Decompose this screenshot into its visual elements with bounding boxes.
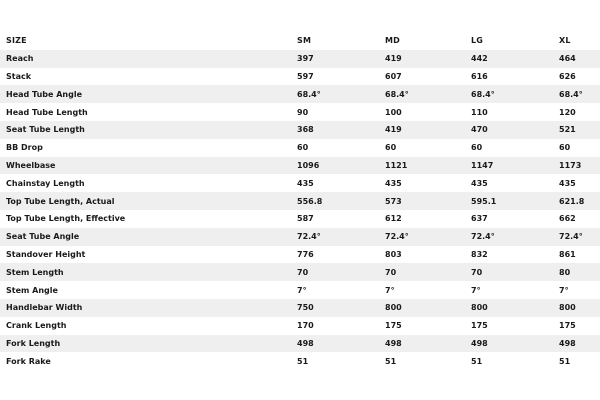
cell-md: 51 <box>385 356 397 366</box>
cell-md: 803 <box>385 249 402 259</box>
cell-sm: 556.8 <box>297 192 385 210</box>
cell-xl: 120 <box>559 107 576 117</box>
table-row <box>0 210 600 228</box>
cell-lg: 442 <box>471 50 559 68</box>
table-row <box>0 192 600 210</box>
cell-lg: 51 <box>471 356 483 366</box>
table-row <box>0 228 600 246</box>
cell-xl: 861 <box>559 249 576 259</box>
cell-lg: 470 <box>471 121 559 139</box>
header-md: MD <box>385 36 401 46</box>
cell-sm: 587 <box>297 214 314 224</box>
cell-xl: 498 <box>559 335 600 353</box>
table-row <box>0 299 600 317</box>
cell-xl: 521 <box>559 121 600 139</box>
cell-sm: 776 <box>297 249 314 259</box>
row-label: Seat Tube Angle <box>0 228 297 246</box>
cell-md: 1121 <box>385 157 471 175</box>
header-sm: SM <box>297 36 312 46</box>
table-row <box>0 50 600 68</box>
cell-md: 573 <box>385 192 471 210</box>
cell-md: 100 <box>385 107 402 117</box>
cell-md: 60 <box>385 143 397 153</box>
row-label: Head Tube Length <box>6 107 88 117</box>
table-row <box>0 352 600 370</box>
cell-sm: 597 <box>297 71 314 81</box>
row-label: Wheelbase <box>0 157 297 175</box>
row-label: Chainstay Length <box>6 178 85 188</box>
table-row <box>0 174 600 192</box>
cell-xl: 51 <box>559 356 571 366</box>
cell-md: 70 <box>385 263 471 281</box>
table-row <box>0 157 600 175</box>
cell-xl: 60 <box>559 143 571 153</box>
cell-lg: 435 <box>471 178 488 188</box>
cell-xl: 662 <box>559 214 576 224</box>
header-row <box>0 32 600 50</box>
cell-lg: 70 <box>471 263 559 281</box>
row-label: Stem Length <box>0 263 297 281</box>
cell-lg: 832 <box>471 249 488 259</box>
cell-sm: 397 <box>297 50 385 68</box>
table-row <box>0 335 600 353</box>
cell-lg: 68.4° <box>471 85 559 103</box>
cell-sm: 170 <box>297 321 314 331</box>
table-row <box>0 317 600 335</box>
cell-lg: 498 <box>471 335 559 353</box>
cell-md: 68.4° <box>385 85 471 103</box>
cell-md: 72.4° <box>385 228 471 246</box>
header-xl: XL <box>559 36 571 46</box>
cell-lg: 616 <box>471 71 488 81</box>
cell-lg: 595.1 <box>471 192 559 210</box>
row-label: Stack <box>6 71 32 81</box>
cell-lg: 1147 <box>471 157 559 175</box>
cell-md: 607 <box>385 71 402 81</box>
table-row <box>0 68 600 86</box>
header-size: SIZE <box>6 36 27 46</box>
cell-lg: 60 <box>471 143 483 153</box>
table-row <box>0 85 600 103</box>
cell-sm: 51 <box>297 356 309 366</box>
cell-xl: 175 <box>559 321 576 331</box>
table-row <box>0 121 600 139</box>
row-label: BB Drop <box>6 143 43 153</box>
cell-md: 498 <box>385 335 471 353</box>
header-lg: LG <box>471 36 484 46</box>
cell-sm: 72.4° <box>297 228 385 246</box>
cell-sm: 435 <box>297 178 314 188</box>
row-label: Head Tube Angle <box>0 85 297 103</box>
cell-lg: 72.4° <box>471 228 559 246</box>
cell-sm: 7° <box>297 285 307 295</box>
row-label: Crank Length <box>6 321 67 331</box>
cell-xl: 800 <box>559 299 600 317</box>
cell-xl: 80 <box>559 263 600 281</box>
row-label: Handlebar Width <box>0 299 297 317</box>
cell-md: 7° <box>385 285 395 295</box>
row-label: Stem Angle <box>6 285 58 295</box>
cell-lg: 110 <box>471 107 488 117</box>
table-row <box>0 139 600 157</box>
cell-sm: 70 <box>297 263 385 281</box>
row-label: Top Tube Length, Effective <box>6 214 126 224</box>
table-row <box>0 281 600 299</box>
cell-md: 175 <box>385 321 402 331</box>
cell-md: 612 <box>385 214 402 224</box>
cell-sm: 1096 <box>297 157 385 175</box>
table-body <box>0 50 600 370</box>
cell-xl: 1173 <box>559 157 600 175</box>
cell-xl: 435 <box>559 178 576 188</box>
cell-xl: 7° <box>559 285 569 295</box>
row-label: Top Tube Length, Actual <box>0 192 297 210</box>
table-row <box>0 263 600 281</box>
cell-md: 419 <box>385 121 471 139</box>
cell-xl: 464 <box>559 50 600 68</box>
cell-sm: 750 <box>297 299 385 317</box>
geometry-table <box>0 32 600 370</box>
table-row <box>0 103 600 121</box>
table-header <box>0 32 600 50</box>
row-label: Reach <box>0 50 297 68</box>
cell-sm: 60 <box>297 143 309 153</box>
cell-lg: 175 <box>471 321 488 331</box>
cell-md: 419 <box>385 50 471 68</box>
cell-sm: 498 <box>297 335 385 353</box>
row-label: Standover Height <box>6 249 86 259</box>
cell-xl: 626 <box>559 71 576 81</box>
cell-xl: 72.4° <box>559 228 600 246</box>
row-label: Seat Tube Length <box>0 121 297 139</box>
row-label: Fork Length <box>0 335 297 353</box>
cell-sm: 368 <box>297 121 385 139</box>
cell-lg: 637 <box>471 214 488 224</box>
cell-sm: 90 <box>297 107 309 117</box>
cell-md: 435 <box>385 178 402 188</box>
cell-lg: 7° <box>471 285 481 295</box>
cell-xl: 621.8 <box>559 192 600 210</box>
cell-sm: 68.4° <box>297 85 385 103</box>
row-label: Fork Rake <box>6 356 51 366</box>
table-row <box>0 246 600 264</box>
cell-lg: 800 <box>471 299 559 317</box>
cell-xl: 68.4° <box>559 85 600 103</box>
cell-md: 800 <box>385 299 471 317</box>
